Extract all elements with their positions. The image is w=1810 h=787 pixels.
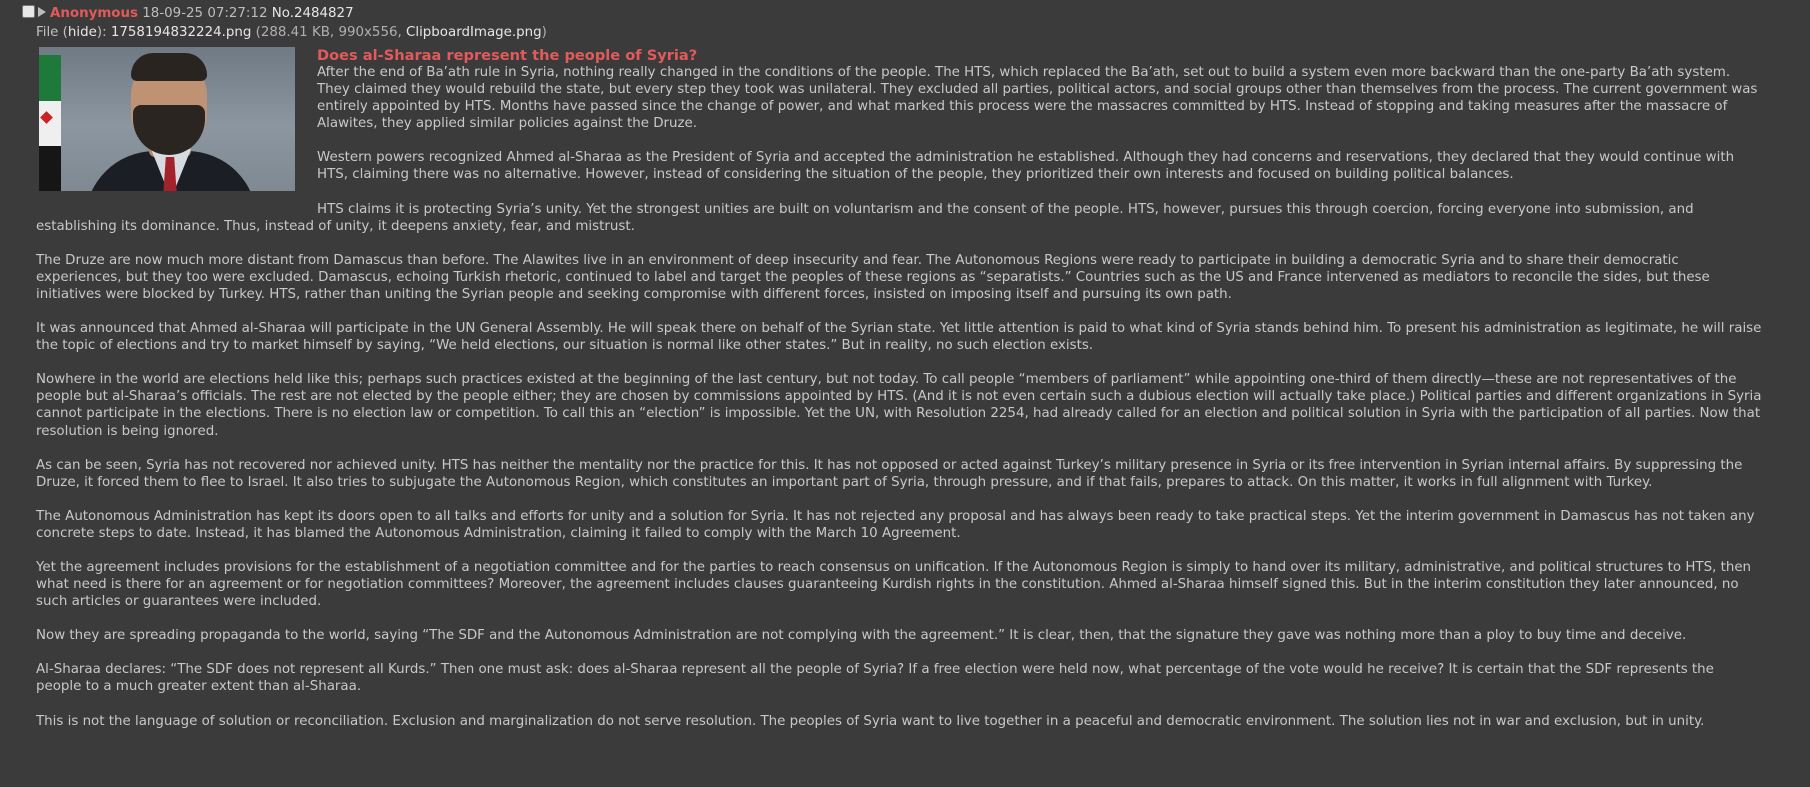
post-menu-arrow-icon[interactable] [38, 7, 46, 17]
file-link[interactable]: 1758194832224.png [110, 25, 252, 40]
post-thumbnail-image[interactable] [39, 47, 295, 191]
post-select-checkbox[interactable] [22, 5, 35, 18]
post [22, 4, 1762, 747]
post-date: 18-09-25 07:27:12 [142, 6, 268, 21]
portrait-beard [133, 105, 205, 155]
message-paragraph: Yet the agreement includes provisions for the establishment of a negotiation committee and for the parties to reach consensus on unification. If the Autonomous Region is simply to hand over its military, administrative, and political structures to HTS, then what need is there for an agreement or for negotiation committees? Moreover, the agreement includes clauses guaranteeing Kurdish rights in the constitution. Ahmed al-Sharaa himself signed this. But in the interim constitution they later announced, no such articles or guarantees were included. [36, 559, 1752, 610]
message-paragraph: This is not the language of solution or reconciliation. Exclusion and marginalization do not serve resolution. The peoples of Syria want to live together in a peaceful and democratic environment. The solution lies not in war and exclusion, but in unity. [36, 713, 1705, 729]
poster-name: Anonymous [50, 6, 139, 21]
message-paragraph: It was announced that Ahmed al-Sharaa will participate in the UN General Assembly. He will speak there on behalf of the Syrian state. Yet little attention is paid to what kind of Syria stands behind him. To present his administration as legitimate, he will raise the topic of elections and try to market himself by saying, “We held elections, our situation is normal like other states.” But in reality, no such election exists. [36, 321, 1762, 354]
post-body [22, 42, 1762, 730]
post-title: Does al-Sharaa represent the people of Syria? [317, 47, 698, 64]
message-paragraph: As can be seen, Syria has not recovered nor achieved unity. HTS has neither the mentality nor the practice for this. It has not opposed or acted against Turkey’s military presence in Syria or its free intervention in Syrian internal affairs. By suppressing the Druze, it forced them to flee to Israel. It also tries to subjugate the Autonomous Region, which constitutes an important part of Syria, through pressure, and if that fails, prepares to attack. On this matter, it works in full alignment with Turkey. [36, 457, 1743, 490]
message-paragraph: Now they are spreading propaganda to the world, saying “The SDF and the Autonomous Administration are not complying with the agreement.” It is clear, then, that the signature they gave was nothing more than a ploy to buy time and deceive. [36, 628, 1687, 644]
message-paragraph: After the end of Ba’ath rule in Syria, nothing really changed in the conditions of the people. The HTS, which replaced the Ba’ath, set out to build a system even more backward than the one-party Ba’ath system. They claimed they would rebuild the state, but every step they took was unilateral. They excluded all parties, political actors, and social groups other than themselves from the process. The current government was entirely appointed by HTS. Months have passed since the change of power, and what marked this process were the massacres committed by HTS. Instead of stopping and taking measures after the massacre of Alawites, they applied similar policies against the Druze. [317, 65, 1758, 132]
file-meta-end: ) [541, 25, 547, 40]
syrian-flag-image [39, 55, 61, 191]
file-meta: (288.41 KB, 990x556, [255, 25, 402, 40]
file-label: File ( [36, 25, 68, 40]
post-number-link[interactable]: No.2484827 [271, 6, 354, 21]
message-paragraph: Al-Sharaa declares: “The SDF does not represent all Kurds.” Then one must ask: does al-Sharaa represent all the people of Syria? If a free election were held now, what percentage of the vote would he receive? It is certain that the SDF represents the people to a much greater extent than al-Sharaa. [36, 662, 1714, 695]
portrait-hair [131, 53, 207, 81]
file-original-name[interactable]: ClipboardImage.png [406, 25, 542, 40]
message-paragraph: HTS claims it is protecting Syria’s unity. Yet the strongest unities are built on voluntarism and the consent of the people. HTS, however, pursues this through coercion, forcing everyone into submission, and establishing its dominance. Thus, instead of unity, it deepens anxiety, fear, and mistrust. [36, 201, 1694, 234]
message-paragraph: Western powers recognized Ahmed al-Sharaa as the President of Syria and accepted the administration he established. Although they had concerns and reservations, they declared that they would continue with HTS, claiming there was no alternative. However, instead of considering the situation of the people, they prioritized their own interests and focused on building political balances. [317, 150, 1735, 183]
message-paragraph: The Autonomous Administration has kept its doors open to all talks and efforts for unity and a solution for Syria. It has not rejected any proposal and has always been ready to take practical steps. Yet the interim government in Damascus has not taken any concrete steps to date. Instead, it has blamed the Autonomous Administration, claiming it failed to comply with the March 10 Agreement. [36, 508, 1755, 541]
hide-image-link[interactable]: hide [67, 25, 97, 40]
post-header [22, 4, 1762, 23]
file-info [22, 23, 1762, 42]
file-label-end: ): [96, 25, 107, 40]
message-paragraph: The Druze are now much more distant from Damascus than before. The Alawites live in an environment of deep insecurity and fear. The Autonomous Regions were ready to participate in building a democratic Syria and to share their democratic experiences, but they too were excluded. Damascus, echoing Turkish rhetoric, continued to label and target the peoples of these regions as “separatists.” Countries such as the US and France intervened as mediators to reconcile the sides, but these initiatives were blocked by Turkey. HTS, rather than uniting the Syrian people and seeking compromise with different forces, insisted on imposing itself and pursuing its own path. [36, 252, 1710, 302]
message-paragraph: Nowhere in the world are elections held like this; perhaps such practices existed at the beginning of the last century, but not today. To call people “members of parliament” while appointing one-third of them directly—these are not representatives of the people but al-Sharaa’s officials. The rest are not elected by the people either; they are chosen by commissions appointed by HTS. (And it is not even certain such a dubious election will actually take place.) Political parties and different organizations in Syria cannot participate in the elections. There is no election law or competition. To call this an “election” is impossible. Yet the UN, with Resolution 2254, had already called for an election and political solution in Syria with the participation of all parties. Now that resolution is being ignored. [36, 372, 1762, 439]
